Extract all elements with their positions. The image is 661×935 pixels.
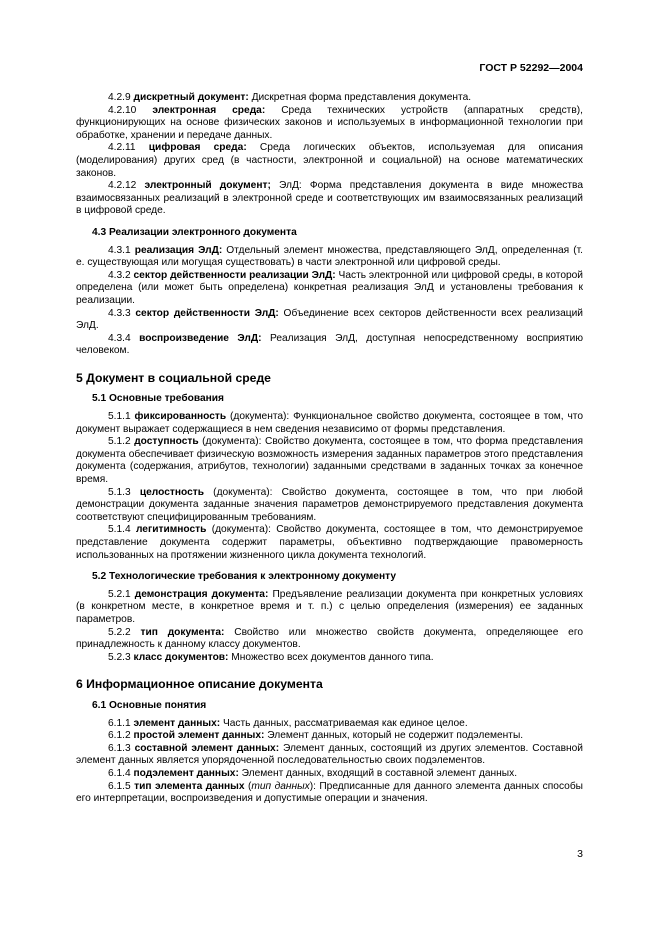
defined-term: элемент данных: (133, 717, 221, 729)
subsection-heading: 6.1 Основные понятия (92, 699, 207, 711)
definition-text: Отдельный элемент множества, представляющего ЭлД, определенная (т. е. существующая или могущая существовать) в части электронной или цифровой среды. (76, 244, 583, 269)
definition-paragraph (76, 652, 583, 665)
clause-number: 6.1.1 (108, 717, 131, 729)
definition-paragraph (76, 524, 583, 562)
subsection-heading: 4.3 Реализации электронного документа (92, 226, 297, 238)
definition-text: ЭлД: Форма представления документа в виде множества взаимосвязанных реализаций в электронной среде и соответствующих им взаимосвязанных реализаций в цифровой среде. (76, 180, 583, 217)
clause-number: 4.2.10 (108, 104, 137, 116)
definition-text: Среда технических устройств (аппаратных средств), функционирующих на основе физических законов и используемых в информационной технологии при обработке, хранении и передаче данных. (76, 104, 583, 141)
defined-term: сектор действенности ЭлД: (135, 307, 279, 319)
defined-term: реализация ЭлД: (134, 244, 223, 256)
subsection-heading: 5.1 Основные требования (92, 393, 224, 405)
definition-paragraph (76, 730, 583, 743)
definition-text: Элемент данных, который не содержит подэлементы. (264, 730, 524, 742)
defined-term: сектор действенности реализации ЭлД: (133, 269, 336, 281)
definition-paragraph (76, 768, 583, 781)
defined-term: электронный документ; (144, 180, 271, 192)
clause-number: 6.1.2 (108, 730, 131, 742)
definition-paragraph (76, 411, 583, 436)
clause-number: 5.1.1 (108, 411, 131, 423)
definition-paragraph (76, 105, 583, 143)
clause-number: 5.2.2 (108, 626, 131, 638)
definition-text: Дискретная форма представления документа. (248, 92, 472, 103)
defined-term: класс документов: (133, 651, 229, 663)
definition-paragraph (76, 92, 583, 105)
clause-number: 4.2.11 (108, 142, 136, 154)
clause-number: 4.3.2 (108, 269, 131, 281)
definition-text: Объединение всех секторов действенности всех реализаций ЭлД. (76, 307, 583, 332)
definition-text: ): Предписанные для данного элемента данных способы его интерпретации, воспроизведения и допустимые операции и значения. (76, 780, 583, 805)
clause-number: 4.3.1 (108, 244, 131, 256)
definition-text: Часть данных, рассматриваемая как единое целое. (220, 717, 468, 729)
definition-text: Элемент данных, состоящий из других элементов. Составной элемент данных является упорядоченной последовательностью своих подэлементов. (76, 742, 583, 767)
definition-paragraph (76, 743, 583, 768)
clause-number: 4.3.3 (108, 307, 131, 319)
clause-number: 5.1.3 (108, 486, 131, 498)
definition-paragraph (76, 142, 583, 180)
defined-term: тип элемента данных (134, 780, 245, 792)
definition-paragraph (76, 781, 583, 806)
definition-text: Предъявление реализации документа при конкретных условиях (в конкретном месте, в конкретное время и т. п.) с целью определения (измерения) ее заданных параметров. (76, 588, 583, 625)
clause-number: 6.1.4 (108, 767, 131, 779)
clause-number: 6.1.3 (108, 742, 131, 754)
section-heading: 5 Документ в социальной среде (76, 370, 271, 385)
defined-term: подэлемент данных: (133, 767, 239, 779)
defined-term: фиксированность (134, 411, 227, 423)
defined-term: доступность (134, 436, 199, 448)
definition-text: Среда логических объектов, используемая для описания (моделирования) других сред (в частности, электронной и социальной) на основе математических законов. (76, 142, 583, 179)
clause-number: 4.2.9 (108, 92, 131, 103)
definition-paragraph (76, 718, 583, 731)
definition-paragraph (76, 308, 583, 333)
clause-number: 5.2.3 (108, 651, 131, 663)
subsection-heading: 5.2 Технологические требования к электронному документу (92, 571, 397, 583)
definition-text: (документа): Свойство документа, состоящее в том, что форма представления документа обеспечивает физическую возможность измерения заданных параметров этого представления документа (содержания, атрибутов, технологии) заданными средствами в заданных точках за конечное время. (76, 436, 583, 486)
definition-text: Множество всех документов данного типа. (228, 651, 434, 663)
clause-number: 5.2.1 (108, 588, 131, 600)
defined-term: дискретный документ: (133, 92, 249, 103)
page-number: 3 (577, 848, 583, 860)
definition-text: (документа): Свойство документа, состоящее в том, что при любой демонстрации документа заданные значения параметров демонстрируемого представления документа соответствуют специфицированным требованиям. (76, 486, 583, 523)
defined-term: простой элемент данных: (133, 730, 265, 742)
term-synonym: тип данных (251, 780, 310, 792)
document-header: ГОСТ Р 52292—2004 (479, 62, 583, 74)
definition-text: Свойство или множество свойств документа, определяющее его принадлежность к данному классу документов. (76, 626, 583, 651)
definition-paragraph (76, 627, 583, 652)
definition-text: Часть электронной или цифровой среды, в которой определена (или может быть определена) конкретная реализация ЭлД и установлены требования к реализации. (76, 269, 584, 306)
definition-text: Реализация ЭлД, доступная непосредственному восприятию человеком. (76, 332, 583, 357)
defined-term: электронная среда: (152, 104, 266, 116)
definition-paragraph (76, 270, 583, 308)
definition-text: Элемент данных, входящий в составной элемент данных. (238, 767, 518, 779)
document-body (76, 92, 583, 806)
clause-number: 6.1.5 (108, 780, 131, 792)
defined-term: целостность (139, 486, 205, 498)
section-heading: 6 Информационное описание документа (76, 677, 323, 692)
definition-text: (документа): Функциональное свойство документа, состоящее в том, что документ выражает содержащиеся в нем сведения независимо от формы представления. (76, 411, 583, 435)
defined-term: легитимность (135, 524, 207, 536)
clause-number: 4.3.4 (108, 332, 131, 344)
definition-text: (документа): Свойство документа, состоящее в том, что демонстрируемое представление документа содержит параметры, объективно подтверждающие правомерность использованных на протяжении жизненного цикла документа технологий. (76, 524, 583, 561)
definition-paragraph (76, 487, 583, 525)
definition-paragraph (76, 245, 583, 270)
defined-term: демонстрация документа: (134, 588, 269, 600)
definition-paragraph (76, 180, 583, 218)
definition-paragraph (76, 589, 583, 627)
definition-paragraph (76, 333, 583, 358)
definition-paragraph (76, 436, 583, 486)
clause-number: 5.1.4 (108, 524, 131, 536)
defined-term: составной элемент данных: (134, 742, 280, 754)
defined-term: тип документа: (140, 626, 225, 638)
defined-term: воспроизведение ЭлД: (139, 332, 262, 344)
clause-number: 5.1.2 (108, 436, 131, 448)
clause-number: 4.2.12 (108, 180, 137, 192)
term-paren-open: ( (244, 780, 252, 792)
defined-term: цифровая среда: (148, 142, 247, 154)
